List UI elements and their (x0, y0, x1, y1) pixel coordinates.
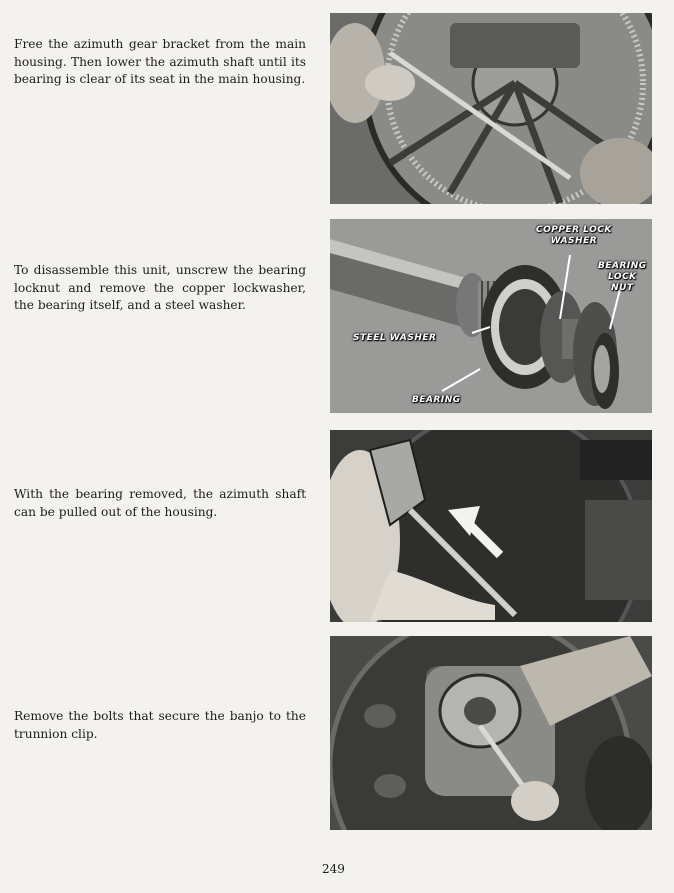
callout-copper-lock-washer-label: COPPER LOCK WASHER (536, 225, 612, 246)
photo-shaft-removal (330, 430, 652, 622)
callout-steel-washer-label: STEEL WASHER (353, 333, 437, 343)
callout-bearing-label: BEARING (412, 395, 461, 405)
callout-steel-washer (353, 333, 436, 344)
callout-copper-lock-washer (536, 225, 612, 247)
step-1-text: Free the azimuth gear bracket from the main housing. Then lower the azimuth shaft until its bearing is clear of its seat in the main housing. (14, 37, 306, 86)
step-2-text: To disassemble this unit, unscrew the bearing locknut and remove the copper lockwasher, the bearing itself, and a steel washer. (14, 263, 306, 312)
step-3-text: With the bearing removed, the azimuth shaft can be pulled out of the housing. (14, 487, 306, 519)
photo-shaft-bearing-assembly (330, 219, 652, 413)
photo-azimuth-gear-bracket (330, 13, 652, 204)
photo-banjo-trunnion-clip (330, 636, 652, 830)
callout-bearing-lock-nut-label: BEARING LOCK NUT (598, 261, 647, 293)
callout-bearing (412, 395, 461, 406)
callout-bearing-lock-nut (598, 261, 647, 294)
page-number: 249 (322, 862, 345, 876)
step-4-text: Remove the bolts that secure the banjo to the trunnion clip. (14, 709, 306, 741)
